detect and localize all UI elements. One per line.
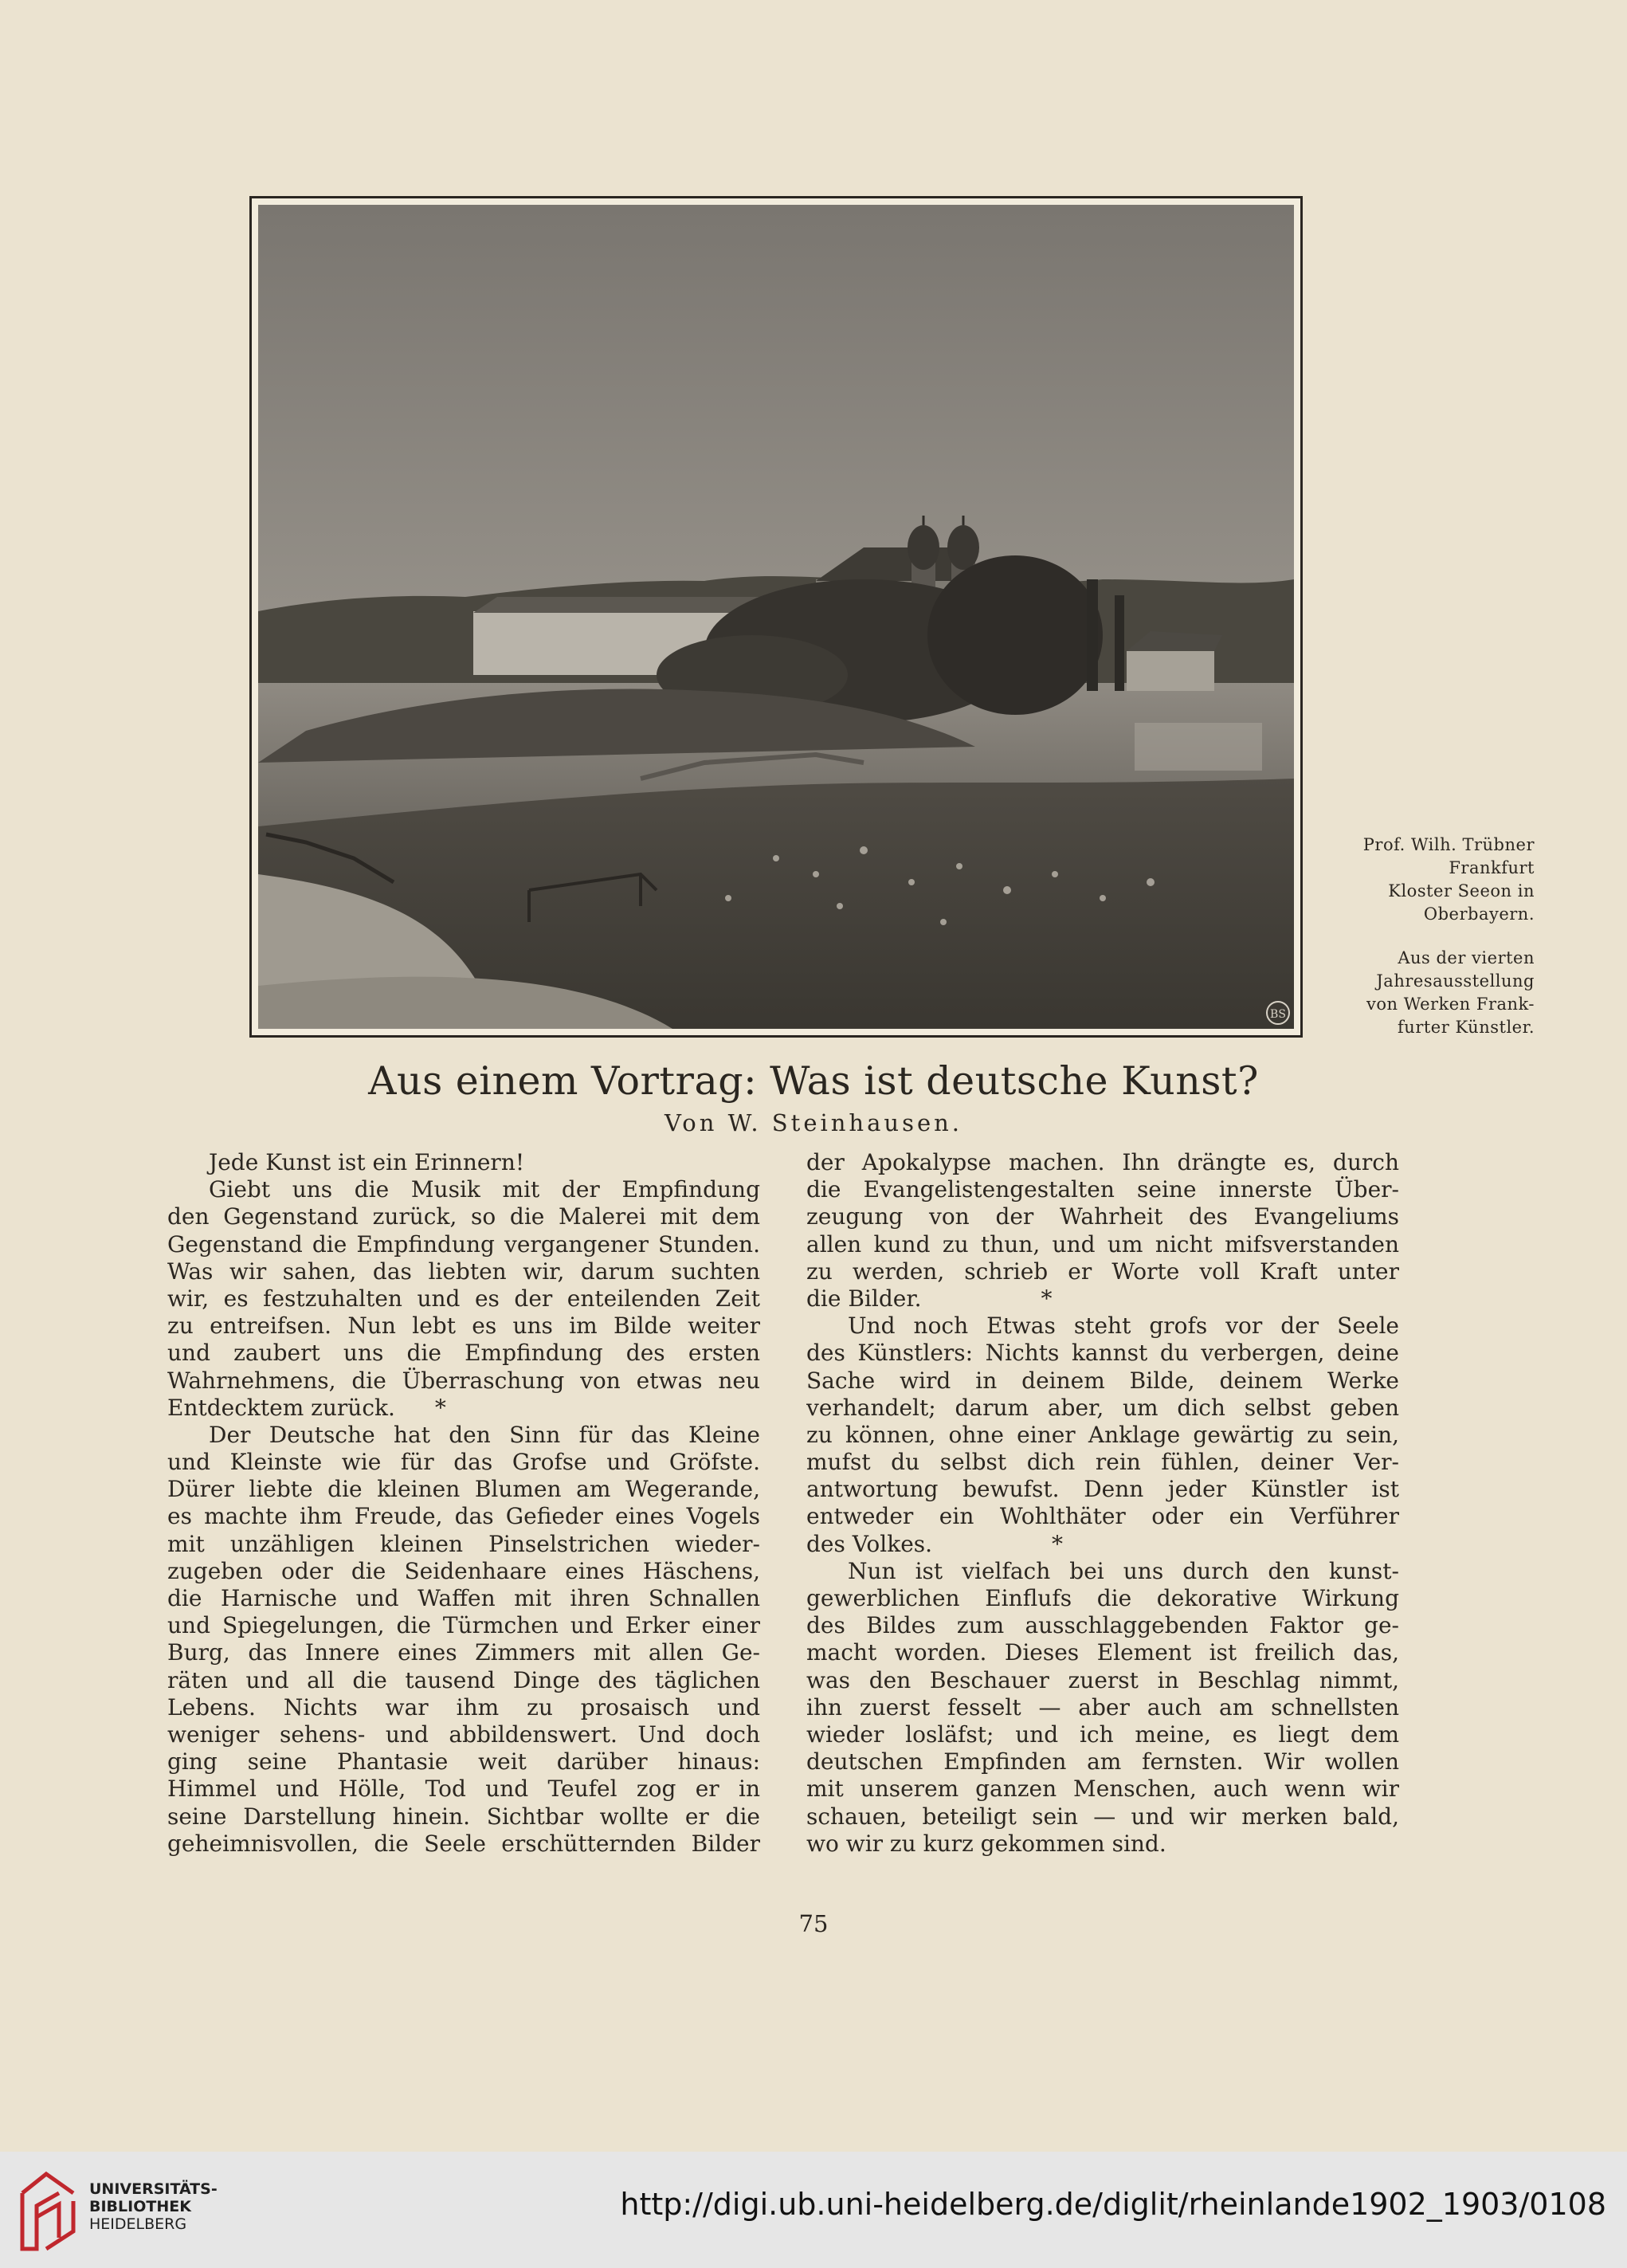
caption-line: furter Künstler.	[1398, 1018, 1535, 1037]
text-line: Wahrnehmens, die Überraschung von etwas neu	[167, 1367, 760, 1394]
text-line: mufst du selbst dich rein fühlen, deiner Ver-	[806, 1449, 1399, 1476]
plate-caption	[1307, 834, 1535, 1039]
source-url-link[interactable]: http://digi.ub.uni-heidelberg.de/diglit/rheinlande1902_1903/0108	[620, 2187, 1606, 2222]
text-line: gewerblichen Einflufs die dekorative Wirkung	[806, 1585, 1399, 1611]
section-separator: *	[434, 1394, 446, 1421]
library-name[interactable]	[89, 2180, 218, 2233]
library-name-line: BIBLIOTHEK	[89, 2198, 191, 2215]
page-number: 75	[798, 1910, 829, 1937]
caption-line: Oberbayern.	[1423, 904, 1535, 924]
text-line: Dürer liebte die kleinen Blumen am Wegerande,	[167, 1476, 760, 1503]
text-column-right	[806, 1149, 1399, 1858]
text-line: die Evangelistengestalten seine innerste Über-	[806, 1176, 1399, 1203]
text-line: wir, es festzuhalten und es der enteilenden Zeit	[167, 1285, 760, 1312]
text-line: schauen, beteiligt sein — und wir merken bald,	[806, 1803, 1399, 1830]
text-line-content: des Volkes.	[806, 1530, 933, 1557]
text-line: macht worden. Dieses Element ist freilich das,	[806, 1639, 1399, 1666]
text-line: geheimnisvollen, die Seele erschütternden Bilder	[167, 1830, 760, 1857]
text-column-left	[167, 1149, 760, 1858]
text-line: mit unzähligen kleinen Pinselstrichen wieder-	[167, 1530, 760, 1557]
library-logo-icon[interactable]	[18, 2169, 78, 2254]
text-line: es machte ihm Freude, das Gefieder eines Vogels	[167, 1503, 760, 1530]
text-line: Jede Kunst ist ein Erinnern!	[209, 1149, 525, 1175]
text-line: Burg, das Innere eines Zimmers mit allen Ge-	[167, 1639, 760, 1666]
text-line	[806, 1531, 1399, 1558]
text-line: zugeben oder die Seidenhaare eines Häschens,	[167, 1557, 760, 1584]
text-line: ihn zuerst fesselt — aber auch am schnellsten	[806, 1693, 1399, 1721]
text-line: den Gegenstand zurück, so die Malerei mit dem	[167, 1203, 760, 1230]
text-line-content: Entdecktem zurück.	[167, 1394, 395, 1421]
library-name-line: HEIDELBERG	[89, 2215, 187, 2233]
text-line	[806, 1285, 1399, 1313]
text-line: wo wir zu kurz gekommen sind.	[806, 1830, 1166, 1857]
text-line: und zaubert uns die Empfindung des ersten	[167, 1340, 760, 1367]
text-line: die Harnische und Waffen mit ihren Schnallen	[167, 1585, 760, 1611]
library-name-line: UNIVERSITÄTS-	[89, 2180, 218, 2198]
text-line: zu entreifsen. Nun lebt es uns im Bilde weiter	[167, 1313, 760, 1340]
text-line: Was wir sahen, das liebten wir, darum suchten	[167, 1258, 760, 1285]
section-separator: *	[1041, 1285, 1053, 1312]
article-author: Von W. Steinhausen.	[664, 1109, 963, 1136]
painting-kloster-seeon	[258, 205, 1294, 1029]
text-line: Und noch Etwas steht grofs vor der Seele	[848, 1313, 1399, 1340]
text-line: weniger sehens- und abbildenswert. Und doch	[167, 1721, 760, 1748]
caption-line: Aus der vierten	[1398, 948, 1535, 967]
caption-line: Kloster Seeon in	[1388, 881, 1535, 901]
text-line: des Bildes zum ausschlaggebenden Faktor ge-	[806, 1612, 1399, 1639]
text-line: räten und all die tausend Dinge des täglichen	[167, 1666, 760, 1693]
monogram-mark: BS	[1270, 1008, 1286, 1021]
text-line: allen kund zu thun, und um nicht mifsverstanden	[806, 1230, 1399, 1258]
caption-line: Frankfurt	[1449, 858, 1535, 877]
text-line: deutschen Empfinden am fernsten. Wir wollen	[806, 1748, 1399, 1776]
text-line: mit unserem ganzen Menschen, auch wenn wir	[806, 1776, 1399, 1803]
painting-plate	[249, 196, 1303, 1038]
text-line: und Spiegelungen, die Türmchen und Erker einer	[167, 1612, 760, 1639]
text-line: antwortung bewufst. Denn jeder Künstler ist	[806, 1476, 1399, 1503]
article-title: Aus einem Vortrag: Was ist deutsche Kunst?	[368, 1058, 1259, 1104]
caption-line: Jahresausstellung	[1376, 971, 1535, 991]
text-line-content: die Bilder.	[806, 1285, 922, 1312]
text-line: zu werden, schrieb er Worte voll Kraft unter	[806, 1258, 1399, 1285]
text-line: wieder losläfst; und ich meine, es liegt dem	[806, 1721, 1399, 1748]
text-line: des Künstlers: Nichts kannst du verbergen, deine	[806, 1340, 1399, 1367]
text-line: zeugung von der Wahrheit des Evangeliums	[806, 1203, 1399, 1230]
text-line: und Kleinste wie für das Grofse und Gröfste.	[167, 1449, 760, 1476]
text-line: Der Deutsche hat den Sinn für das Kleine	[209, 1421, 760, 1448]
text-line	[167, 1395, 760, 1422]
text-line: Sache wird in deinem Bilde, deinem Werke	[806, 1367, 1399, 1394]
text-line: Nun ist vielfach bei uns durch den kunst-	[848, 1557, 1399, 1584]
text-line: verhandelt; darum aber, um dich selbst geben	[806, 1394, 1399, 1421]
text-line: was den Beschauer zuerst in Beschlag nimmt,	[806, 1666, 1399, 1693]
text-line: zu können, ohne einer Anklage gewärtig zu sein,	[806, 1421, 1399, 1448]
section-separator: *	[1052, 1530, 1064, 1557]
text-line: ging seine Phantasie weit darüber hinaus:	[167, 1748, 760, 1776]
text-line: Himmel und Hölle, Tod und Teufel zog er in	[167, 1776, 760, 1803]
caption-line: Prof. Wilh. Trübner	[1362, 835, 1535, 854]
caption-line: von Werken Frank-	[1366, 995, 1535, 1014]
text-line: seine Darstellung hinein. Sichtbar wollte er die	[167, 1803, 760, 1830]
text-line: der Apokalypse machen. Ihn drängte es, durch	[806, 1149, 1399, 1175]
text-line: Lebens. Nichts war ihm zu prosaisch und	[167, 1693, 760, 1721]
viewer-footer	[0, 2152, 1627, 2268]
text-line: entweder ein Wohlthäter oder ein Verführer	[806, 1503, 1399, 1530]
text-line: Gegenstand die Empfindung vergangener Stunden.	[167, 1230, 760, 1258]
text-line: Giebt uns die Musik mit der Empfindung	[209, 1176, 760, 1203]
